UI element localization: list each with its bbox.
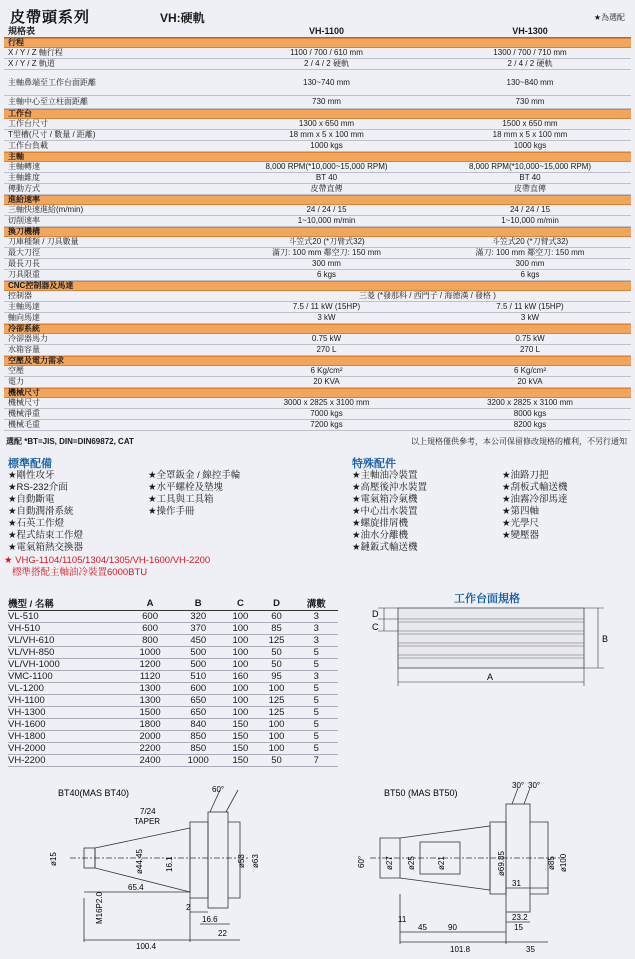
spec-row-value-1: 20 KVA [313, 377, 340, 386]
table-row [8, 611, 338, 623]
table-cell: 100 [222, 635, 258, 647]
table-cell: VL-1200 [8, 683, 126, 695]
bt40-d53: ø53 [237, 854, 246, 868]
special-item: ★變壓器 [502, 530, 540, 541]
standard-item: ★水平螺栓及墊塊 [148, 482, 224, 493]
special-item: ★鏈鈑式輸送機 [352, 542, 418, 553]
table-cell: 600 [174, 683, 222, 695]
spec-row [4, 216, 631, 227]
spec-row-label: 最長刀長 [8, 259, 40, 268]
bt50-l35: 35 [526, 945, 535, 954]
model-table-header [8, 596, 338, 611]
table-cell: 5 [295, 647, 338, 659]
vhg-note [4, 555, 210, 579]
spec-row [4, 398, 631, 409]
spec-row-label: 電力 [8, 377, 24, 386]
spec-row [4, 141, 631, 152]
bt40-d4445: ø44.45 [135, 849, 144, 874]
bt40-taper1: 7/24 [140, 807, 156, 816]
special-item: ★主軸油冷裝置 [352, 470, 418, 481]
table-row [8, 743, 338, 755]
spec-row [4, 162, 631, 173]
spec-row [4, 377, 631, 388]
spec-row-value-1: 130~740 mm [303, 77, 350, 87]
table-cell: 1500 [126, 707, 174, 719]
table-cell: VH-2200 [8, 755, 126, 767]
worktable-title: 工作台面規格 [454, 593, 520, 605]
bt50-d85: ø85 [547, 856, 556, 870]
bt50-diagram [357, 781, 630, 954]
special-item: ★中心出水裝置 [352, 506, 418, 517]
spec-row-value-2: 3 kW [520, 313, 540, 322]
spec-row [4, 366, 631, 377]
bt40-l654: 65.4 [128, 883, 144, 892]
spec-row-value-2: 130~840 mm [506, 77, 554, 87]
spec-row-value-2: 730 mm [515, 97, 545, 106]
table-cell: 125 [258, 635, 294, 647]
standard-item: ★工具與工具箱 [148, 494, 214, 505]
table-cell: 100 [222, 659, 258, 671]
table-row [8, 671, 338, 683]
bt50-d25: ø25 [407, 856, 416, 870]
spec-row-value-1: 730 mm [312, 97, 341, 106]
spec-row-label: 水箱容量 [8, 345, 40, 354]
special-item: ★刮板式輸送機 [502, 482, 568, 493]
spec-row-label: 工作台負載 [8, 141, 48, 150]
table-cell: 100 [258, 731, 294, 743]
table-row [8, 623, 338, 635]
spec-footnote-right: 以上規格僅供參考，本公司保留修改規格的權利，不另行通知 [411, 437, 627, 446]
spec-row-label: 切削速率 [8, 216, 40, 225]
spec-row-value-2: 滿刀: 100 mm 鄰空刀: 150 mm [475, 248, 585, 257]
table-row [8, 695, 338, 707]
model-table-header-cell: A [126, 596, 174, 611]
table-cell: 370 [174, 623, 222, 635]
model-table-body [8, 611, 338, 767]
table-cell: 60 [258, 611, 294, 623]
table-cell: 3 [295, 611, 338, 623]
spec-row-value-2: 270 L [519, 345, 541, 354]
table-cell: 600 [126, 623, 174, 635]
spec-row-value-2: 7.5 / 11 kW (15HP) [496, 302, 564, 311]
spec-section-header: CNC控制器及馬達 [4, 281, 631, 291]
spec-row-label: 機械淨重 [8, 409, 40, 418]
spec-row-value-2: 1~10,000 m/min [501, 216, 559, 225]
spec-row-label: 傳動方式 [8, 184, 40, 193]
vhg-line2: 標準搭配主軸油冷裝置6000BTU [12, 567, 148, 578]
bt50-l15: 15 [514, 923, 523, 932]
bt50-l11: 11 [398, 915, 407, 924]
bt50-d100: ø100 [559, 853, 568, 872]
worktable-outline [398, 608, 584, 668]
table-cell: 1120 [126, 671, 174, 683]
spec-row-value-2: 2 / 4 / 2 硬軌 [507, 59, 553, 68]
spec-row-label: 主軸馬達 [8, 302, 40, 311]
spec-row [4, 409, 631, 420]
spec-row [4, 96, 631, 109]
model-table-header-cell: 機型 / 名稱 [8, 596, 126, 611]
table-row [8, 719, 338, 731]
spec-row-label: X / Y / Z 軌道 [8, 59, 55, 68]
standard-list-2 [148, 470, 240, 518]
standard-title: 標準配備 [8, 458, 52, 470]
spec-row [4, 334, 631, 345]
table-cell: 3 [295, 671, 338, 683]
spec-section-header: 主軸 [4, 152, 631, 162]
spec-header-col1: VH-1100 [308, 26, 345, 36]
worktable-label-c: C [372, 622, 379, 632]
table-cell: 100 [258, 719, 294, 731]
bt50-l90: 90 [448, 923, 457, 932]
spec-row-value-1: 2 / 4 / 2 硬軌 [304, 59, 349, 68]
spec-row-value-1: 24 / 24 / 15 [306, 205, 347, 214]
standard-item: ★自動斷電 [8, 494, 55, 505]
special-item: ★第四軸 [502, 506, 540, 517]
standard-item: ★自動潤滑系統 [8, 506, 74, 517]
table-cell: 5 [295, 731, 338, 743]
table-cell: 125 [258, 695, 294, 707]
table-cell: VL/VH-1000 [8, 659, 126, 671]
spec-row-value-2: 皮帶直傳 [514, 184, 546, 193]
worktable-label-d: D [372, 609, 379, 619]
spec-row-label: 三軸快速進給(m/min) [8, 205, 84, 214]
table-cell: 100 [222, 623, 258, 635]
spec-row-value-2: 300 mm [515, 259, 545, 268]
spec-row [4, 70, 631, 96]
table-cell: 1300 [126, 695, 174, 707]
bt40-d63: ø63 [251, 854, 260, 868]
spec-row-value-1: 6 Kg/cm² [310, 366, 343, 375]
spec-row-value-1: 3 kW [317, 313, 336, 322]
table-cell: 2400 [126, 755, 174, 767]
spec-row [4, 420, 631, 431]
table-row [8, 707, 338, 719]
table-cell: 150 [222, 719, 258, 731]
table-cell: 150 [222, 743, 258, 755]
table-cell: VH-2000 [8, 743, 126, 755]
spec-row-value-1: BT 40 [315, 173, 338, 182]
table-row [8, 647, 338, 659]
bt40-title: BT40(MAS BT40) [58, 788, 130, 798]
spec-row-value-1: 7200 kgs [310, 420, 343, 429]
standard-item: ★全罩鈑金 / 線控手輪 [148, 470, 241, 481]
spec-row-value-2: 18 mm x 5 x 100 mm [492, 130, 568, 139]
table-cell: VL-510 [8, 611, 126, 623]
bt40-l1004: 100.4 [136, 942, 157, 951]
spec-row-label: 最大刀徑 [8, 248, 40, 257]
bt40-d15: ø15 [49, 852, 58, 866]
vhg-line1: ★ VHG-1104/1105/1304/1305/VH-1600/VH-2200 [4, 555, 211, 566]
spec-row [4, 270, 631, 281]
spec-row [4, 59, 631, 70]
table-cell: VH-510 [8, 623, 126, 635]
table-cell: VH-1100 [8, 695, 126, 707]
table-cell: 100 [258, 683, 294, 695]
spec-row-label: 主軸中心至立柱面距離 [8, 97, 88, 106]
table-cell: 850 [174, 743, 222, 755]
bt50-a60: 60° [357, 855, 366, 868]
bt50-l45: 45 [418, 923, 427, 932]
table-cell: 5 [295, 707, 338, 719]
spec-row-label: 控制器 [8, 291, 32, 300]
table-cell: 150 [222, 731, 258, 743]
spec-row-label: 刀庫種類 / 刀具數量 [8, 237, 79, 246]
spec-row-label: T型槽(尺寸 / 數量 / 距離) [8, 130, 96, 139]
model-table-header-cell: C [222, 596, 258, 611]
spec-row-value-2: BT 40 [519, 173, 541, 182]
standard-list-1 [8, 470, 83, 554]
table-cell: 3 [295, 623, 338, 635]
spec-row-label: X / Y / Z 軸行程 [8, 48, 63, 57]
standard-item: ★RS-232介面 [8, 482, 68, 493]
bt40-l166: 16.6 [202, 915, 218, 924]
bt50-title: BT50 (MAS BT50) [384, 788, 458, 798]
table-cell: 650 [174, 707, 222, 719]
spec-header-col2: VH-1300 [512, 26, 548, 36]
table-row [8, 659, 338, 671]
table-row [8, 755, 338, 767]
bt50-l232: 23.2 [512, 913, 528, 922]
spec-row-value-2: 0.75 kW [515, 334, 545, 343]
spec-row-value-1: 6 kgs [316, 270, 337, 279]
spec-row-value-1: 滿刀: 100 mm 鄰空刀: 150 mm [272, 248, 381, 257]
spec-row-value-2: 8200 kgs [513, 420, 547, 429]
spec-row [4, 291, 631, 302]
spec-table [4, 26, 631, 431]
optional-note: ★為選配 [593, 13, 625, 22]
special-title: 特殊配件 [352, 458, 396, 470]
spec-row-label: 冷卻器馬力 [8, 334, 48, 343]
spec-row-label: 主軸鼻端至工作台面距離 [8, 77, 96, 87]
spec-row-label: 主軸轉速 [8, 162, 40, 171]
spec-row-value-2: 1500 x 650 mm [502, 119, 558, 128]
bt50-l1018: 101.8 [450, 945, 471, 954]
worktable-label-a: A [487, 672, 494, 682]
bt50-d27: ø27 [385, 856, 394, 870]
spec-row-value-2: 8000 kgs [513, 409, 547, 418]
spec-section-header: 機械尺寸 [4, 388, 631, 398]
spec-row-value-1: 1000 kgs [310, 141, 343, 150]
table-cell: 840 [174, 719, 222, 731]
table-cell: 500 [174, 659, 222, 671]
spec-row-value-1: 0.75 kW [311, 334, 342, 343]
bt40-diagram [40, 782, 300, 954]
special-item: ★油霧冷卻馬達 [502, 494, 568, 505]
special-item: ★光學尺 [502, 518, 540, 529]
spec-row-label: 工作台尺寸 [8, 119, 48, 128]
spec-footnote-left: 選配 *BT=JIS, DIN=DIN69872, CAT [6, 437, 134, 446]
spec-row [4, 313, 631, 324]
bt40-taper2: TAPER [134, 817, 161, 826]
table-cell: 450 [174, 635, 222, 647]
spec-row [4, 237, 631, 248]
spec-row-value-1: 皮帶直傳 [310, 184, 343, 193]
table-cell: 100 [258, 743, 294, 755]
table-cell: 50 [258, 659, 294, 671]
spec-row-value-1: 1300 x 650 mm [298, 119, 355, 128]
spec-row-value-1: 斗笠式20 (*刀臂式32) [288, 237, 365, 246]
table-row [8, 683, 338, 695]
table-cell: 510 [174, 671, 222, 683]
special-item: ★油水分離機 [352, 530, 409, 541]
spec-row-label: 機械尺寸 [8, 398, 40, 407]
standard-item: ★操作手冊 [148, 506, 195, 517]
spec-row [4, 302, 631, 313]
spec-row-label: 刀具限重 [8, 270, 40, 279]
table-cell: 5 [295, 719, 338, 731]
table-cell: 850 [174, 731, 222, 743]
table-row [8, 635, 338, 647]
spec-row [4, 130, 631, 141]
spec-row-value-2: 3200 x 2825 x 3100 mm [487, 398, 573, 407]
table-cell: 125 [258, 707, 294, 719]
spec-body [4, 38, 631, 431]
spec-row-value-1: 7.5 / 11 kW (15HP) [292, 302, 361, 311]
spec-row-value-1: 18 mm x 5 x 100 mm [289, 130, 364, 139]
table-cell: 1800 [126, 719, 174, 731]
table-cell: 5 [295, 683, 338, 695]
spec-row-value-1: 270 L [316, 345, 337, 354]
standard-item: ★剛性攻牙 [8, 470, 55, 481]
spec-row [4, 184, 631, 195]
bt40-l2: 2 [186, 903, 191, 912]
special-list-1 [352, 470, 427, 554]
bt40-angle: 60° [212, 785, 225, 794]
spec-row-label: 軸向馬達 [8, 313, 40, 322]
page-subtitle: VH:硬軌 [160, 11, 205, 25]
spec-row-value-1: 7000 kgs [310, 409, 343, 418]
spec-header-label: 規格表 [8, 26, 36, 36]
spec-row-span-value: 三菱 (*發那科 / 西門子 / 海德漢 / 發格 ) [359, 291, 496, 300]
table-cell: 650 [174, 695, 222, 707]
bt50-d6985: ø69.85 [497, 851, 506, 876]
table-row [8, 731, 338, 743]
spec-row-value-2: 20 kVA [517, 377, 543, 386]
table-cell: VH-1800 [8, 731, 126, 743]
model-table-header-cell: B [174, 596, 222, 611]
table-cell: 5 [295, 743, 338, 755]
table-cell: VMC-1100 [8, 671, 126, 683]
spec-row-label: 機械毛重 [8, 420, 40, 429]
table-cell: 150 [222, 755, 258, 767]
table-cell: 600 [126, 611, 174, 623]
table-cell: 2200 [126, 743, 174, 755]
table-cell: VL/VH-850 [8, 647, 126, 659]
spec-header-row [4, 26, 631, 38]
special-item: ★油路刀把 [502, 470, 549, 481]
spec-section-header: 行程 [4, 38, 631, 48]
table-cell: 160 [222, 671, 258, 683]
spec-row-label: 空壓 [8, 366, 24, 375]
table-cell: 1000 [174, 755, 222, 767]
spec-row-value-2: 1300 / 700 / 710 mm [493, 48, 567, 57]
table-cell: 100 [222, 707, 258, 719]
table-cell: 85 [258, 623, 294, 635]
spec-row [4, 248, 631, 259]
spec-row [4, 119, 631, 130]
special-item: ★高壓後沖水裝置 [352, 482, 428, 493]
table-cell: 2000 [126, 731, 174, 743]
spec-section-header: 冷卻系統 [4, 324, 631, 334]
spec-row-value-2: 斗笠式20 (*刀臂式32) [491, 237, 569, 246]
spec-row [4, 48, 631, 59]
table-cell: 100 [222, 611, 258, 623]
bt40-m16: M16P2.0 [95, 891, 104, 924]
bt50-a1: 30° [512, 781, 525, 790]
table-cell: 50 [258, 755, 294, 767]
spec-row-value-2: 6 Kg/cm² [513, 366, 546, 375]
table-cell: 1300 [126, 683, 174, 695]
table-cell: 500 [174, 647, 222, 659]
spec-row-value-2: 8,000 RPM(*10,000~15,000 RPM) [468, 162, 592, 171]
table-cell: 7 [295, 755, 338, 767]
spec-row-value-1: 300 mm [312, 259, 341, 268]
table-cell: 50 [258, 647, 294, 659]
table-cell: VH-1300 [8, 707, 126, 719]
spec-row-value-2: 1000 kgs [513, 141, 547, 150]
table-cell: 1200 [126, 659, 174, 671]
table-cell: 5 [295, 695, 338, 707]
spec-row [4, 205, 631, 216]
page-title: 皮帶頭系列 [10, 9, 91, 26]
spec-row-value-1: 1~10,000 m/min [297, 216, 356, 225]
spec-row-label: 主軸錐度 [8, 173, 40, 182]
table-cell: 1000 [126, 647, 174, 659]
standard-item: ★程式結束工作燈 [8, 530, 84, 541]
table-cell: 800 [126, 635, 174, 647]
bt50-d21: ø21 [437, 856, 446, 870]
table-cell: VH-1600 [8, 719, 126, 731]
model-table-header-cell: 溝數 [295, 596, 338, 611]
spec-row-value-2: 24 / 24 / 15 [509, 205, 551, 214]
spec-section-header: 工作台 [4, 109, 631, 119]
bt50-a2: 30° [528, 781, 541, 790]
spec-section-header: 空壓及電力需求 [4, 356, 631, 366]
table-cell: 100 [222, 695, 258, 707]
table-cell: 3 [295, 635, 338, 647]
spec-section-header: 進給速率 [4, 195, 631, 205]
special-item: ★電氣箱冷氣機 [352, 494, 418, 505]
spec-row [4, 345, 631, 356]
table-cell: 100 [222, 647, 258, 659]
bt40-l22: 22 [218, 929, 227, 938]
special-list-2 [502, 470, 568, 542]
standard-item: ★石英工作燈 [8, 518, 65, 529]
model-table [8, 596, 338, 767]
spec-row-value-1: 3000 x 2825 x 3100 mm [283, 398, 370, 407]
table-cell: 5 [295, 659, 338, 671]
standard-item: ★電氣箱熱交換器 [8, 542, 84, 553]
spec-row-value-1: 8,000 RPM(*10,000~15,000 RPM) [265, 162, 388, 171]
spec-section-header: 換刀機構 [4, 227, 631, 237]
bt50-l31: 31 [512, 879, 521, 888]
table-cell: 95 [258, 671, 294, 683]
special-item: ★螺旋排屑機 [352, 518, 409, 529]
table-cell: VL/VH-610 [8, 635, 126, 647]
spec-row-value-1: 1100 / 700 / 610 mm [290, 48, 363, 57]
worktable-diagram [370, 600, 625, 700]
table-cell: 100 [222, 683, 258, 695]
model-table-header-cell: D [258, 596, 294, 611]
bt40-d161: 16.1 [165, 856, 174, 872]
spec-row [4, 173, 631, 184]
table-cell: 320 [174, 611, 222, 623]
spec-row-value-2: 6 kgs [520, 270, 540, 279]
worktable-label-b: B [602, 634, 609, 644]
spec-row [4, 259, 631, 270]
